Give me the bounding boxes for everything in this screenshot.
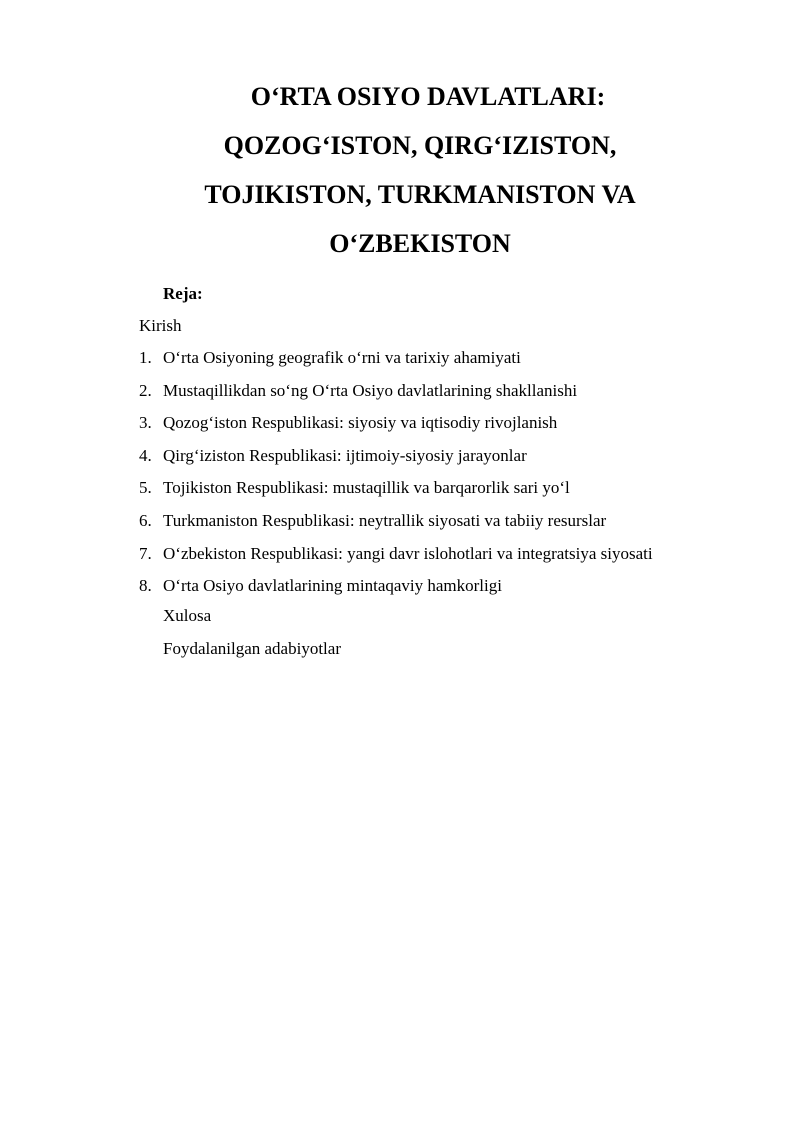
- title-line: O‘RTA OSIYO DAVLATLARI:: [250, 82, 606, 111]
- plan-item-number: 1.: [139, 348, 152, 367]
- plan-list: [139, 342, 653, 603]
- plan-item-text: O‘rta Osiyoning geografik o‘rni va tarixiy ahamiyati: [163, 348, 521, 367]
- plan-item: [139, 538, 653, 571]
- plan-item-number: 6.: [139, 510, 152, 530]
- plan-item-number: 8.: [139, 576, 152, 596]
- plan-item-text: Tojikiston Respublikasi: mustaqillik va barqarorlik sari yo‘l: [163, 478, 570, 498]
- plan-item-number: 3.: [139, 413, 152, 433]
- plan-item-number: 7.: [139, 543, 152, 563]
- plan-item: [139, 440, 653, 473]
- plan-item: [139, 472, 653, 505]
- plan-item-text: O‘zbekiston Respublikasi: yangi davr islohotlari va integratsiya siyosati: [163, 543, 653, 563]
- title-line: QOZOG‘ISTON, QIRG‘IZISTON,: [223, 131, 617, 160]
- plan-item: [139, 570, 653, 603]
- conclusion-item: Xulosa: [163, 606, 212, 625]
- closing-sections: [163, 600, 341, 665]
- plan-item-text: Mustaqillikdan so‘ng O‘rta Osiyo davlatlarining shakllanishi: [163, 380, 578, 400]
- plan-item-text: Turkmaniston Respublikasi: neytrallik siyosati va tabiiy resurslar: [163, 510, 607, 530]
- plan-item: [139, 342, 653, 375]
- plan-item: [139, 505, 653, 538]
- plan-item-text: Qirg‘iziston Respublikasi: ijtimoiy-siyosiy jarayonlar: [163, 445, 527, 465]
- plan-heading: Reja:: [163, 284, 203, 303]
- title-line: O‘ZBEKISTON: [329, 229, 511, 258]
- plan-item-text: Qozog‘iston Respublikasi: siyosiy va iqtisodiy rivojlanish: [163, 413, 558, 433]
- plan-item: [139, 375, 653, 408]
- title-line: TOJIKISTON, TURKMANISTON VA: [204, 180, 636, 209]
- plan-item-number: 4.: [139, 445, 152, 465]
- plan-item: [139, 407, 653, 440]
- plan-item-number: 2.: [139, 380, 152, 400]
- references-item: Foydalanilgan adabiyotlar: [163, 638, 341, 658]
- document-title: [120, 72, 720, 268]
- intro-item: Kirish: [139, 316, 182, 335]
- plan-item-number: 5.: [139, 478, 152, 498]
- plan-item-text: O‘rta Osiyo davlatlarining mintaqaviy hamkorligi: [163, 576, 502, 596]
